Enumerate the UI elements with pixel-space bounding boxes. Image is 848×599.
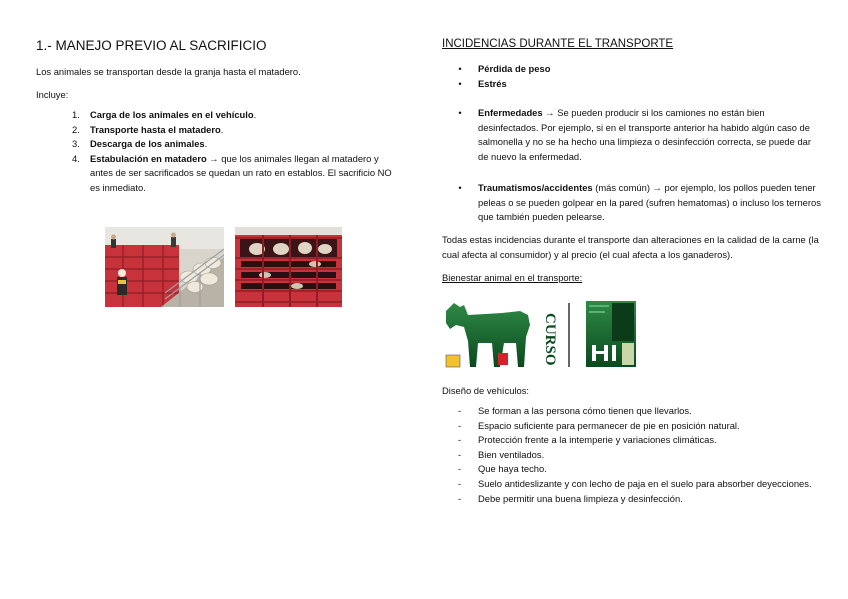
list-item: - Suelo antideslizante y con lecho de paja en el suelo para absorber deyecciones. (458, 477, 812, 489)
list-item: - Espacio suficiente para permanecer de pie en posición natural. (458, 419, 740, 431)
incident-traumatismos (442, 181, 822, 225)
truck-cattle-photo (235, 227, 342, 307)
incidents-top-list (442, 62, 822, 91)
list-item: - Bien ventilados. (458, 448, 545, 460)
incident-enfermedades (442, 106, 822, 164)
intro-text: Los animales se transportan desde la granja hasta el matadero. (36, 66, 301, 77)
incidents-title: INCIDENCIAS DURANTE EL TRANSPORTE (442, 38, 674, 50)
incidents-summary: Todas estas incidencias durante el transporte dan alteraciones en la calidad de la carne (la cual afecta al consumidor) y al precio (el cual afecta a los ganaderos). (442, 234, 819, 260)
list-item: • Enfermedades → Se pueden producir si los camiones no están bien desinfectados. Por ejemplo, si en el transporte anterior ha habido algún caso de salmonella y no se ha hecho una limpieza o desinfección correcta, se puede dar de nuevo la enfermedad. (458, 107, 812, 162)
section-title: 1.- MANEJO PREVIO AL SACRIFICIO (36, 38, 267, 53)
list-item: 3. Descarga de los animales. (72, 138, 208, 150)
truck-loading-photo (105, 227, 224, 307)
design-list (442, 404, 822, 506)
bienestar-label: Bienestar animal en el transporte: (442, 272, 583, 283)
list-item: - Se forman a las persona cómo tienen que llevarlos. (458, 405, 692, 416)
svg-text:CURSO: CURSO (542, 313, 558, 366)
list-item: • Traumatismos/accidentes (más común) → por ejemplo, los pollos pueden tener peleas o se pueden golpear en la pared (sufren hematomas) o incluso los terneros que también pueden pelearse. (458, 182, 821, 223)
list-item: - Protección frente a la intemperie y variaciones climáticas. (458, 434, 717, 446)
course-logo (442, 297, 638, 373)
list-item: • Estrés (458, 77, 507, 89)
list-item: 2. Transporte hasta el matadero. (72, 123, 224, 135)
includes-label: Incluye: (36, 89, 69, 100)
steps-list (72, 108, 402, 196)
list-item: 4. Estabulación en matadero → que los animales llegan al matadero y antes de ser sacrificados se quedan un rato en establos. El sacrificio NO es inmediato. (72, 152, 392, 193)
list-item: - Que haya techo. (458, 463, 547, 475)
list-item: • Pérdida de peso (458, 63, 551, 74)
list-item: - Debe permitir una buena limpieza y desinfección. (458, 492, 683, 504)
list-item: 1. Carga de los animales en el vehículo. (72, 109, 257, 120)
diseno-label: Diseño de vehículos: (442, 385, 530, 396)
logo-word (542, 313, 558, 366)
